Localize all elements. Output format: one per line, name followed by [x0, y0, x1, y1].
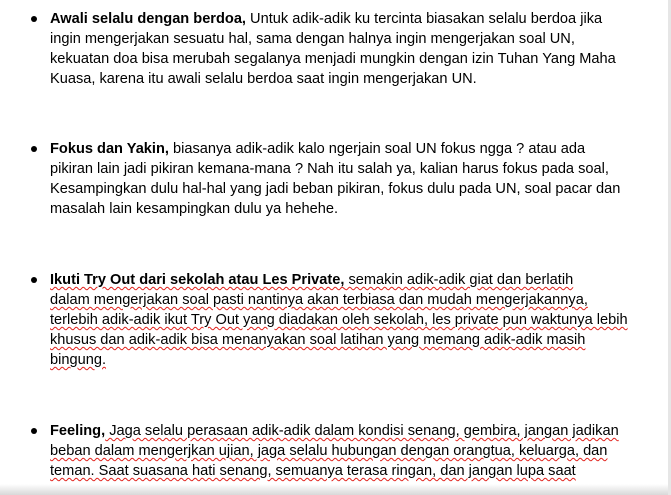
list-item-text: biasanya adik-adik kalo ngerjain soal UN fokus ngga ? atau ada	[168, 141, 586, 157]
list-item-line	[50, 421, 619, 441]
list-item-line: bingung.	[50, 352, 106, 368]
list-item-line: pikiran lain jadi pikiran kemana-mana ? Nah itu salah ya, kalian harus fokus pada soal,	[50, 161, 609, 177]
list-item-line: Kuasa, karena itu awali selalu berdoa saat ingin mengerjakan UN.	[50, 71, 477, 87]
list-item-title: Fokus dan Yakin,	[50, 141, 169, 157]
list-item-text: Untuk adik-adik ku tercinta biasakan selalu berdoa jika	[246, 11, 603, 27]
bullet-icon	[31, 146, 37, 152]
list-item-line	[50, 270, 573, 290]
list-item-text: Jaga selalu perasaan adik-adik dalam kondisi senang, gembira, jangan jadikan	[105, 423, 619, 439]
list-item-line: terlebih adik-adik ikut Try Out yang diadakan oleh sekolah, les private pun waktunya lebih	[50, 312, 628, 328]
list-item-line: khusus dan adik-adik bisa menanyakan soal latihan yang memang adik-adik masih	[50, 332, 586, 348]
list-item-title: Feeling,	[50, 423, 106, 439]
bullet-icon	[31, 428, 37, 434]
bullet-icon	[31, 16, 37, 22]
list-item-line: kekuatan doa bisa merubah segalanya menjadi mungkin dengan izin Tuhan Yang Maha	[50, 51, 616, 67]
list-item-line: beban dalam mengerjkan ujian, jaga selalu hubungan dengan orangtua, keluarga, dan	[50, 443, 608, 459]
list-item-line: teman. Saat suasana hati senang, semuanya terasa ringan, dan jangan lupa saat	[50, 463, 576, 479]
list-item-line: masalah lain kesampingkan dulu ya hehehe.	[50, 201, 339, 217]
list-item-text: semakin adik-adik giat dan berlatih	[344, 272, 574, 288]
list-item-line: dalam mengerjakan soal pasti nantinya akan terbiasa dan mudah mengerjakannya,	[50, 292, 588, 308]
page-bottom-edge	[0, 484, 671, 495]
list-item-line: ingin mengerjakan sesuatu hal, sama dengan halnya ingin mengerjakan soal UN,	[50, 31, 575, 47]
bullet-icon	[31, 277, 37, 283]
list-item-line: Kesampingkan dulu hal-hal yang jadi beban pikiran, fokus dulu pada UN, soal pacar dan	[50, 181, 621, 197]
list-item-line	[50, 139, 585, 159]
list-item-title: Awali selalu dengan berdoa,	[50, 11, 246, 27]
list-item-title: Ikuti Try Out dari sekolah atau Les Private,	[50, 272, 345, 288]
list-item-line	[50, 9, 602, 29]
